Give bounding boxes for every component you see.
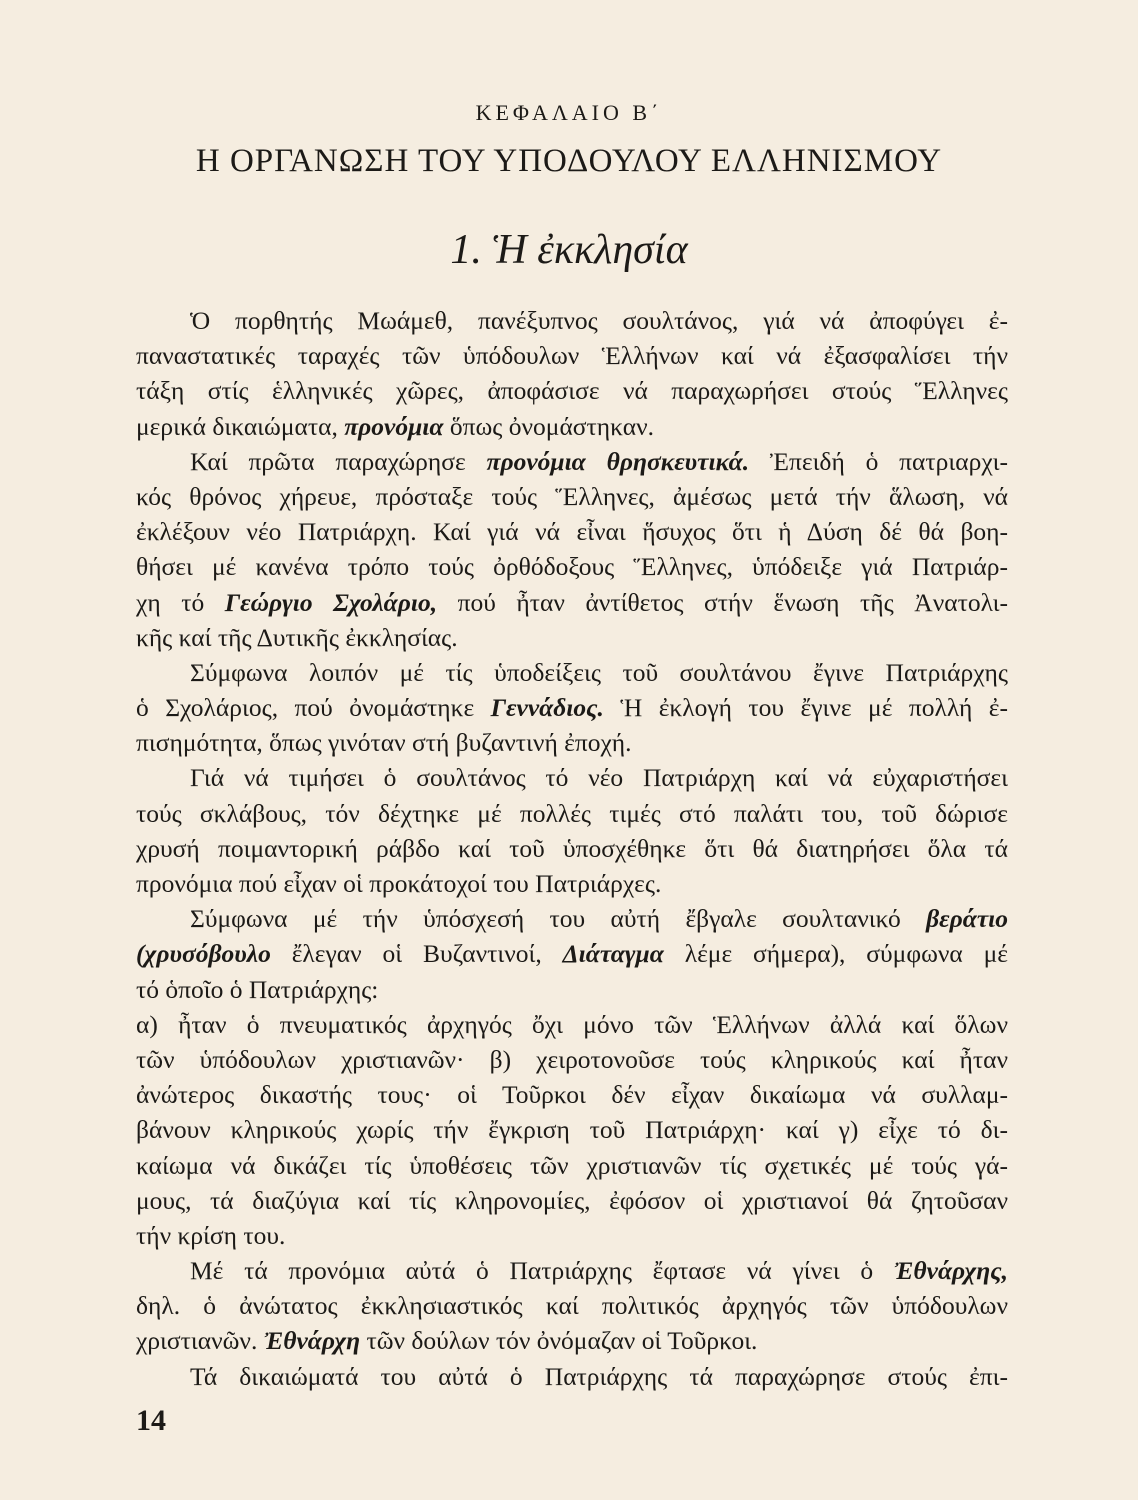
text-run: α) ἦταν ὁ πνευματικός ἀρχηγός ὄχι μόνο τῶν Ἑλλήνων ἀλλά καί ὅλων <box>136 1009 1008 1039</box>
emphasized-term: Γεώργιο Σχολάριο, <box>224 587 438 617</box>
text-run: χη τό <box>136 587 225 617</box>
text-run: τήν κρίση του. <box>136 1220 286 1250</box>
text-run: Ἐπειδή ὁ πατριαρχι- <box>749 446 1009 476</box>
text-run: ὁ Σχολάριος, πού ὀνομάστηκε <box>136 693 491 723</box>
text-line <box>136 866 1008 901</box>
text-run: προνόμια πού εἶχαν οἱ προκάτοχοί του Πατριάρχες. <box>136 869 662 898</box>
text-line <box>136 444 1008 479</box>
text-line <box>136 690 1008 725</box>
text-run: Τά δικαιώματά του αὐτά ὁ Πατριάρχης τά παραχώρησε στούς ἐπι- <box>190 1361 1008 1391</box>
emphasized-term: προνόμια θρησκευτικά. <box>486 446 750 476</box>
text-run: λέμε σήμερα), σύμφωνα μέ <box>663 939 1008 969</box>
text-run: τό ὁποῖο ὁ Πατριάρχης: <box>136 974 379 1004</box>
text-line <box>136 972 1008 1007</box>
text-line <box>136 831 1008 866</box>
text-line <box>136 725 1008 760</box>
text-run: κῆς καί τῆς Δυτικῆς ἐκκλησίας. <box>136 622 458 652</box>
emphasized-term: Ἐθνάρχη <box>263 1326 361 1356</box>
text-run: πισημότητα, ὅπως γινόταν στή βυζαντινή ἐποχή. <box>136 728 632 758</box>
emphasized-term: Ἐθνάρχης, <box>893 1256 1008 1286</box>
text-line <box>136 901 1008 936</box>
text-run: κός θρόνος χήρευε, πρόσταξε τούς Ἕλληνες, ἀμέσως μετά τήν ἅλωση, νά <box>136 481 1008 511</box>
text-run: ἐκλέξουν νέο Πατριάρχη. Καί γιά νά εἶναι ἥσυχος ὅτι ἡ Δύση δέ θά βοη- <box>136 517 1008 547</box>
text-run: θήσει μέ κανένα τρόπο τούς ὀρθόδοξους Ἕλληνες, ὑπόδειξε γιά Πατριάρ- <box>136 552 1008 582</box>
text-run: μερικά δικαιώματα, <box>136 411 345 441</box>
text-line <box>136 1359 1008 1394</box>
emphasized-term: (χρυσόβουλο <box>136 939 271 969</box>
text-run: Γιά νά τιμήσει ὁ σουλτάνος τό νέο Πατριάρχη καί νά εὐχαριστήσει <box>190 763 1008 793</box>
body-text <box>136 303 1008 1394</box>
text-run: βάνουν κληρικούς χωρίς τήν ἔγκριση τοῦ Πατριάρχη· καί γ) εἶχε τό δι- <box>136 1115 1008 1145</box>
text-line <box>136 1323 1008 1358</box>
text-line <box>136 1253 1008 1288</box>
page-number: 14 <box>136 1404 166 1437</box>
text-run: ὅπως ὀνομάστηκαν. <box>443 411 655 441</box>
text-line <box>136 514 1008 549</box>
text-line <box>136 655 1008 690</box>
text-run: χρυσή ποιμαντορική ράβδο καί τοῦ ὑποσχέθηκε ὅτι θά διατηρήσει ὅλα τά <box>136 833 1008 863</box>
text-run: μους, τά διαζύγια καί τίς κληρονομίες, ἐφόσον οἱ χριστιανοί θά ζητοῦσαν <box>136 1185 1008 1215</box>
emphasized-term: προνόμια <box>344 411 444 441</box>
text-run: Σύμφωνα μέ τήν ὑπόσχεσή του αὐτή ἔβγαλε σουλτανικό <box>190 904 927 934</box>
text-run: χριστιανῶν. <box>136 1326 264 1356</box>
text-run: τάξη στίς ἑλληνικές χῶρες, ἀποφάσισε νά παραχωρήσει στούς Ἕλληνες <box>136 376 1008 406</box>
text-line <box>136 936 1008 971</box>
text-line <box>136 338 1008 373</box>
text-line <box>136 479 1008 514</box>
text-run: τούς σκλάβους, τόν δέχτηκε μέ πολλές τιμές στό παλάτι του, τοῦ δώρισε <box>136 798 1008 828</box>
emphasized-term: Διάταγμα <box>562 939 664 969</box>
text-run: ἀνώτερος δικαστής τους· οἱ Τοῦρκοι δέν εἶχαν δικαίωμα νά συλλαμ- <box>136 1080 1008 1110</box>
text-line <box>136 1218 1008 1253</box>
text-run: Ἡ ἐκλογή του ἔγινε μέ πολλή ἐ- <box>603 693 1008 723</box>
text-line <box>136 409 1008 444</box>
text-run: καίωμα νά δικάζει τίς ὑποθέσεις τῶν χριστιανῶν τίς σχετικές μέ τούς γά- <box>136 1150 1008 1180</box>
text-run: ἔλεγαν οἱ Βυζαντινοί, <box>270 939 563 969</box>
text-line <box>136 760 1008 795</box>
chapter-label: ΚΕΦΑΛΑΙΟ Β΄ <box>475 100 663 125</box>
text-run: πού ἦταν ἀντίθετος στήν ἕνωση τῆς Ἀνατολι- <box>437 587 1008 617</box>
text-run: Καί πρῶτα παραχώρησε <box>190 446 487 476</box>
emphasized-term: Γεννάδιος. <box>490 693 604 723</box>
text-line <box>136 620 1008 655</box>
text-line <box>136 1112 1008 1147</box>
text-line <box>136 796 1008 831</box>
text-run: Ὁ πορθητής Μωάμεθ, πανέξυπνος σουλτάνος, γιά νά ἀποφύγει ἐ- <box>190 306 1008 335</box>
text-line <box>136 549 1008 584</box>
text-run: δηλ. ὁ ἀνώτατος ἐκκλησιαστικός καί πολιτικός ἀρχηγός τῶν ὑπόδουλων <box>136 1291 1008 1321</box>
text-line <box>136 1007 1008 1042</box>
text-run: τῶν δούλων τόν ὀνόμαζαν οἱ Τοῦρκοι. <box>360 1326 758 1356</box>
text-line <box>136 1077 1008 1112</box>
text-line <box>136 585 1008 620</box>
emphasized-term: βεράτιο <box>926 904 1008 934</box>
text-line <box>136 1183 1008 1218</box>
section-heading: 1. Ἡ ἐκκλησία <box>450 227 688 273</box>
text-run: παναστατικές ταραχές τῶν ὑπόδουλων Ἑλλήνων καί νά ἐξασφαλίσει τήν <box>136 341 1008 371</box>
text-run: τῶν ὑπόδουλων χριστιανῶν· β) χειροτονοῦσε τούς κληρικούς καί ἦταν <box>136 1044 1008 1074</box>
chapter-title: Η ΟΡΓΑΝΩΣΗ ΤΟΥ ΥΠΟΔΟΥΛΟΥ ΕΛΛΗΝΙΣΜΟΥ <box>195 143 943 179</box>
text-line <box>136 1288 1008 1323</box>
text-run: Μέ τά προνόμια αὐτά ὁ Πατριάρχης ἔφτασε νά γίνει ὁ <box>190 1256 894 1286</box>
text-line <box>136 1042 1008 1077</box>
text-line <box>136 303 1008 338</box>
text-line <box>136 373 1008 408</box>
text-run: Σύμφωνα λοιπόν μέ τίς ὑποδείξεις τοῦ σουλτάνου ἔγινε Πατριάρχης <box>190 657 1008 687</box>
text-line <box>136 1148 1008 1183</box>
